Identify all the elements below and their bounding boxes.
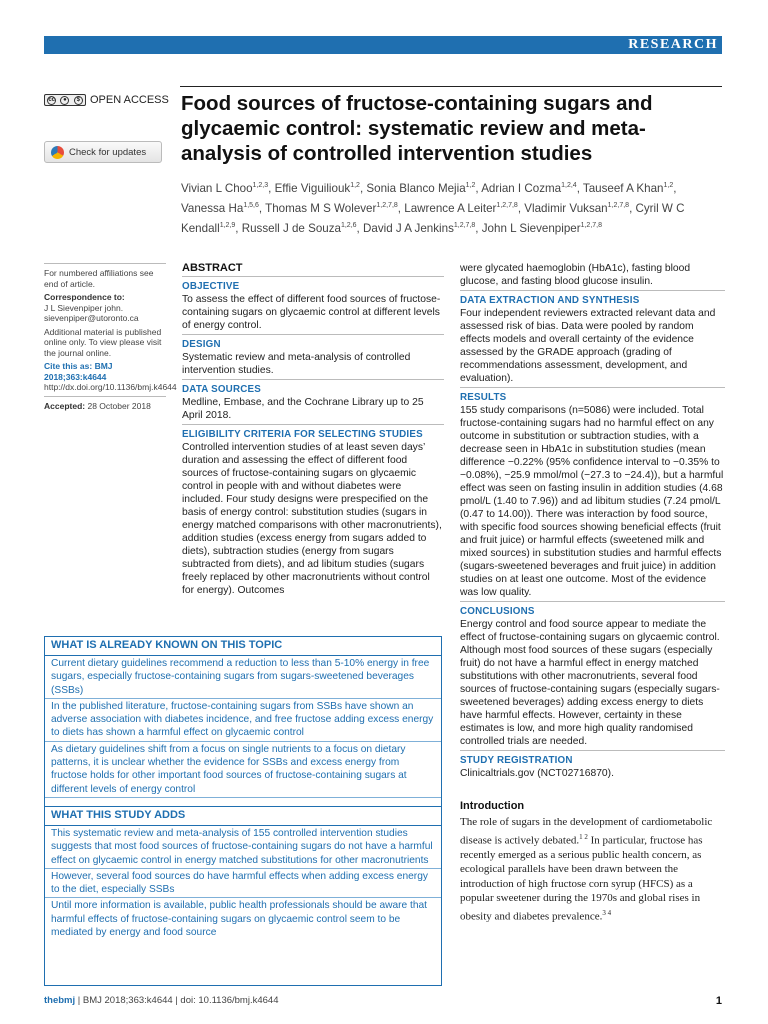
introduction-text: The role of sugars in the development of cardiometabolic disease is actively debated.$^{1 2}$ In particular, fructose has recently emerged as a serious public health concern, as ecological parallels have been drawn between the introduction of high fructose corn syrup (HFCS) as a popular sweetener during the 1970s and global rises in obesity and diabetes prevalence.$^{3 4}$	[460, 816, 713, 923]
author-name[interactable]: Russell J de Souza	[241, 221, 341, 235]
sidebar-rule-2	[44, 396, 166, 397]
known-box-item: In the published literature, fructose-containing sugars from SSBs have shown an adverse association with diabetes incidence, and free fructose adding excess energy to diets has shown a harmful effect on glycaemic control	[45, 699, 441, 742]
author-name[interactable]: John L Sievenpiper	[481, 221, 581, 235]
author-name[interactable]: Adrian I Cozma	[481, 181, 562, 195]
section-rule	[182, 334, 444, 335]
author-name[interactable]: Vivian L Choo	[181, 181, 253, 195]
section-rule	[460, 750, 725, 751]
author-affiliation: 1,2	[663, 182, 674, 189]
author-name[interactable]: Effie Viguiliouk	[274, 181, 351, 195]
author-affiliation: 1,2,6	[340, 221, 357, 229]
correspondence: Correspondence to: J L Sievenpiper john. sievenpiper@utoronto.ca	[44, 292, 139, 323]
section-label: RESEARCH	[628, 37, 718, 52]
eligibility-text-cont: were glycated haemoglobin (HbA1c), fasting blood glucose, and fasting blood glucose insulin.	[460, 263, 691, 287]
eligibility-text: Controlled intervention studies of at least seven days’ duration and assessing the effect of different food sources of fructose-containing sugars on glycaemic control in people with and without diabetes were included. Four study designs were prespecified on the basis of energy control: substitution studies (sugars in energy matched comparisons with other macronutrients), addition studies (excess energy from sugars added to diets), subtraction studies (energy from sugars subtracted from diets), and ad libitum studies (sugars freely replaced by other macronutrients without control for energy). Outcomes	[182, 442, 442, 596]
registration-text: Clinicaltrials.gov (NCT02716870).	[460, 768, 614, 779]
author-name[interactable]: Vladimir Vuksan	[524, 201, 608, 215]
summary-box	[44, 636, 442, 986]
results-heading: RESULTS	[460, 392, 507, 403]
section-rule	[182, 276, 444, 277]
author-affiliation: 1,2,7,8	[453, 221, 476, 229]
author-affiliation: 1,2,3	[252, 182, 269, 189]
check-for-updates-button[interactable]	[44, 141, 162, 163]
abstract-heading: ABSTRACT	[182, 262, 243, 274]
author-affiliation: 1,2,7,8	[607, 201, 630, 209]
abstract-column-2	[460, 262, 725, 924]
section-banner	[44, 36, 722, 54]
author-name[interactable]: Sonia Blanco Mejia	[366, 181, 466, 195]
eligibility-heading: ELIGIBILITY CRITERIA FOR SELECTING STUDIES	[182, 429, 423, 440]
data-sources-heading: DATA SOURCES	[182, 384, 261, 395]
author-affiliation: 1,2,7,8	[580, 221, 603, 229]
open-access-label: OPEN ACCESS	[90, 94, 169, 106]
by-icon: ●	[60, 96, 69, 105]
adds-box-item: Until more information is available, public health professionals should be aware that harmful effects of fructose-containing sugars on glycaemic control seem to be mediated by energy and food source	[51, 900, 428, 939]
results-text: 155 study comparisons (n=5086) were included. Total fructose-containing sugars had no harmful effect on any outcome in substitution or subtraction studies, with a decrease seen in HbA1c in substitution studies (mean difference −0.22% (95% confidence interval to −0.35% to −0.08%), −25.9 mmol/mol (−27.3 to −24.4)), but a harmful effect was seen on fasting insulin in addition studies (4.68 pmol/L (1.40 to 7.96)) and ad libitum studies (7.24 pmol/L (0.47 to 14.00)). There was interaction by food source, with specific food sources showing beneficial effects (fruit and fruit juice) or harmful effects (sweetened milk and mixed sources) in substitution studies and harmful effects (sugars-sweetened beverages and fruit juice) in addition studies on at least one outcome. Most of the evidence was low quality.	[460, 405, 724, 598]
adds-box-item: However, several food sources do have harmful effects when adding excess energy to the diet, especially SSBs	[45, 869, 441, 899]
author-name[interactable]: Cyril W C Kendall	[181, 201, 685, 235]
page-number: 1	[715, 995, 722, 1007]
objective-text: To assess the effect of different food sources of fructose-containing sugars on glycaemic control at different levels of energy control.	[182, 294, 441, 331]
author-name[interactable]: Thomas M S Wolever	[265, 201, 377, 215]
data-sources-text: Medline, Embase, and the Cochrane Library up to 25 April 2018.	[182, 397, 424, 421]
sidebar-info	[44, 263, 177, 414]
introduction-heading: Introduction	[460, 800, 525, 812]
abstract-column-1	[182, 262, 444, 599]
author-affiliation: 1,2,7,8	[496, 201, 518, 209]
conclusions-text: Energy control and food source appear to mediate the effect of fructose-containing sugars on glycaemic control. Although most food sources of these sugars (especially fruit) do not have a harmful effect in energy matched substitutions with other macronutrients, several food sources of fructose-containing sugars (especially sugars-sweetened beverages) adding excess energy to diets have harmful effects. However, certainty in these estimates is low, and more high quality randomised controlled trials are needed.	[460, 619, 720, 747]
footer-citation: thebmj | BMJ 2018;363:k4644 | doi: 10.1136/bmj.k4644	[44, 995, 279, 1006]
author-name[interactable]: David J A Jenkins	[363, 221, 454, 235]
known-box-heading: WHAT IS ALREADY KNOWN ON THIS TOPIC	[45, 637, 441, 656]
affiliation-note: For numbered affiliations see end of article.	[44, 268, 154, 289]
author-affiliation: 1,2	[465, 182, 476, 189]
section-rule	[460, 387, 725, 388]
author-affiliation: 1,5,6	[243, 201, 259, 209]
creative-commons-icon	[44, 94, 86, 106]
known-box-item: As dietary guidelines shift from a focus on single nutrients to a focus on dietary patterns, it is unclear whether the evidence for SSBs and excess energy from fructose holds for other important food sources of fructose-containing sugars at different levels of energy control	[45, 742, 441, 798]
author-name[interactable]: Vanessa Ha	[181, 201, 244, 215]
known-box-item: Current dietary guidelines recommend a reduction to less than 5-10% energy in free sugars, especially fructose-containing sugars from sugars-sweetened beverages (SSBs)	[45, 656, 441, 699]
section-rule	[460, 601, 725, 602]
crossmark-icon	[51, 146, 64, 159]
page-footer	[44, 995, 722, 1007]
author-affiliation: 1,2	[350, 182, 360, 189]
section-rule	[182, 379, 444, 380]
section-rule	[460, 290, 725, 291]
title-rule	[180, 86, 722, 87]
extraction-text: Four independent reviewers extracted relevant data and assessed risk of bias. Data were pooled by random effects models and overall certainty of the evidence assessed by the GRADE approach (grading of recommendations assessment, development, and evaluation).	[460, 308, 716, 384]
section-rule	[182, 424, 444, 425]
design-heading: DESIGN	[182, 339, 221, 350]
registration-heading: STUDY REGISTRATION	[460, 755, 573, 766]
author-name[interactable]: Tauseef A Khan	[582, 181, 664, 195]
nc-icon: $	[74, 96, 83, 105]
extraction-heading: DATA EXTRACTION AND SYNTHESIS	[460, 295, 640, 306]
conclusions-heading: CONCLUSIONS	[460, 606, 535, 617]
correspondence-text[interactable]: J L Sievenpiper john. sievenpiper@utoronto.ca	[44, 302, 139, 323]
open-access	[44, 94, 169, 106]
design-text: Systematic review and meta-analysis of controlled intervention studies.	[182, 352, 411, 376]
author-affiliation: 1,2,7,8	[376, 201, 398, 209]
author-name[interactable]: Lawrence A Leiter	[404, 201, 497, 215]
cc-icon: cc	[48, 96, 55, 103]
objective-heading: OBJECTIVE	[182, 281, 240, 292]
adds-box-heading: WHAT THIS STUDY ADDS	[45, 806, 441, 826]
sidebar-rule	[44, 263, 166, 264]
cite-as: Cite this as: BMJ 2018;363:k4644 http://dx.doi.org/10.1136/bmj.k4644	[44, 361, 177, 392]
adds-box-item: This systematic review and meta-analysis of 155 controlled intervention studies suggests that most food sources of fructose-containing sugars do not have a harmful effect on glycaemic control in energy matched substitutions for other macronutrients	[45, 826, 441, 869]
author-list: Vivian L Choo$^{1,2,3}$, Effie Viguiliouk$^{1,2}$, Sonia Blanco Mejia$^{1,2}$, Adrian I Cozma$^{1,2,4}$, Tauseef A Khan$^{1,2}$, Vanessa Ha$^{1,5,6}$, Thomas M S Wolever$^{1,2,7,8}$, Lawrence A Leiter$^{1,2,7,8}$, Vladimir Vuksan$^{1,2,7,8}$, Cyril W C Kendall$^{1,2,9}$, Russell J de Souza$^{1,2,6}$, David J A Jenkins$^{1,2,7,8}$, John L Sievenpiper$^{1,2,7,8}$	[181, 181, 685, 235]
author-affiliation: 1,2,9	[219, 221, 236, 229]
bmj-logo: thebmj	[44, 995, 76, 1006]
author-affiliation: 1,2,4	[561, 182, 577, 189]
accepted-date: Accepted: 28 October 2018	[44, 400, 151, 411]
check-updates-label: Check for updates	[69, 146, 147, 158]
doi-link[interactable]: http://dx.doi.org/10.1136/bmj.k4644	[44, 382, 177, 392]
article-title: Food sources of fructose-containing sugars and glycaemic control: systematic review and meta-analysis of controlled intervention studies	[181, 92, 653, 165]
additional-material-note: Additional material is published online only. To view please visit the journal online.	[44, 326, 162, 358]
